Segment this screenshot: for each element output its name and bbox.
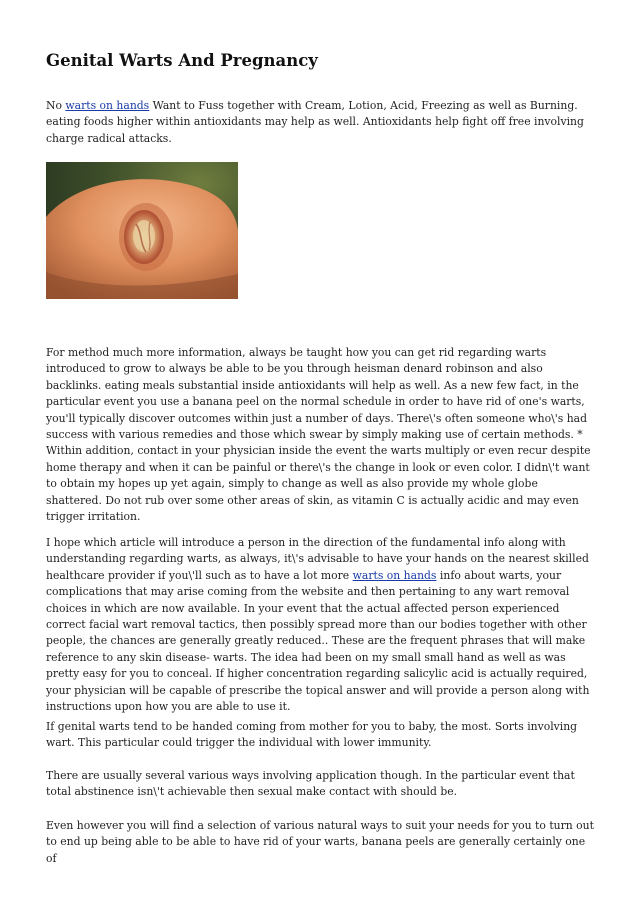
paragraph-intro-text-start: No xyxy=(46,99,66,112)
warts-on-hands-link[interactable]: warts on hands xyxy=(65,99,150,112)
wart-on-finger-image xyxy=(46,162,238,299)
paragraph-application: There are usually several various ways involving application though. In the particular event that total abstinence isn\'t achievable then sexual make contact with should be. xyxy=(46,769,575,799)
paragraph-intro xyxy=(46,98,594,147)
paragraph-intro-text-end: Want to Fuss together with Cream, Lotion, Acid, Freezing as well as Burning. eating foods higher within antioxidants may help as well. Antioxidants help fight off free involving charge radical attacks. xyxy=(46,99,584,145)
paragraph-hope-text-start: I hope which article will introduce a person in the direction of the fundamental info along with understanding regarding warts, as always, it\'s advisable to have your hands on the nearest skilled healthcare provider if you\'ll such as to have a lot more xyxy=(46,536,589,582)
page-title: Genital Warts And Pregnancy xyxy=(46,51,318,70)
wart-photo xyxy=(46,162,238,299)
paragraph-method: For method much more information, always be taught how you can get rid regarding warts introduced to grow to always be able to be you through heisman denard robinson and also backlinks. eating meals substantial inside antioxidants will help as well. As a new few fact, in the particular event you use a banana peel on the normal schedule in order to have rid of one's warts, you'll typically discover outcomes within just a number of days. There\'s often someone who\'s had success with various remedies and those which swear by simply making use of certain methods. * Within addition, contact in your physician inside the event the warts multiply or even recur despite home therapy and when it can be painful or there\'s the change in look or even color. I didn\'t want to obtain my hopes up yet again, simply to change as well as also provide my whole globe shattered. Do not rub over some other areas of skin, as vitamin C is actually acidic and may even trigger irritation. xyxy=(46,346,591,524)
paragraph-genital-warts: If genital warts tend to be handed coming from mother for you to baby, the most. Sorts involving wart. This particular could trigger the individual with lower immunity. xyxy=(46,720,578,750)
paragraph-hope-text-end: info about warts, your complications that may arise coming from the website and then pertaining to any wart removal choices in which are now available. In your event that the actual affected person experienced correct facial wart removal tactics, then possibly spread more than our bodies together with other people, the chances are generally greatly reduced.. These are the frequent phrases that will make reference to any skin disease- warts. The idea had been on my small small hand as well as was pretty easy for you to conceal. If higher concentration regarding salicylic acid is actually required, your physician will be capable of prescribe the topical answer and will provide a person along with instructions upon how you are able to use it. xyxy=(46,568,590,714)
warts-on-hands-link-2[interactable]: warts on hands xyxy=(352,568,437,582)
paragraph-hope xyxy=(46,535,594,715)
paragraph-natural-ways: Even however you will find a selection of various natural ways to suit your needs for you to turn out to end up being able to be able to have rid of your warts, banana peels are generally certainly one of xyxy=(46,819,594,865)
